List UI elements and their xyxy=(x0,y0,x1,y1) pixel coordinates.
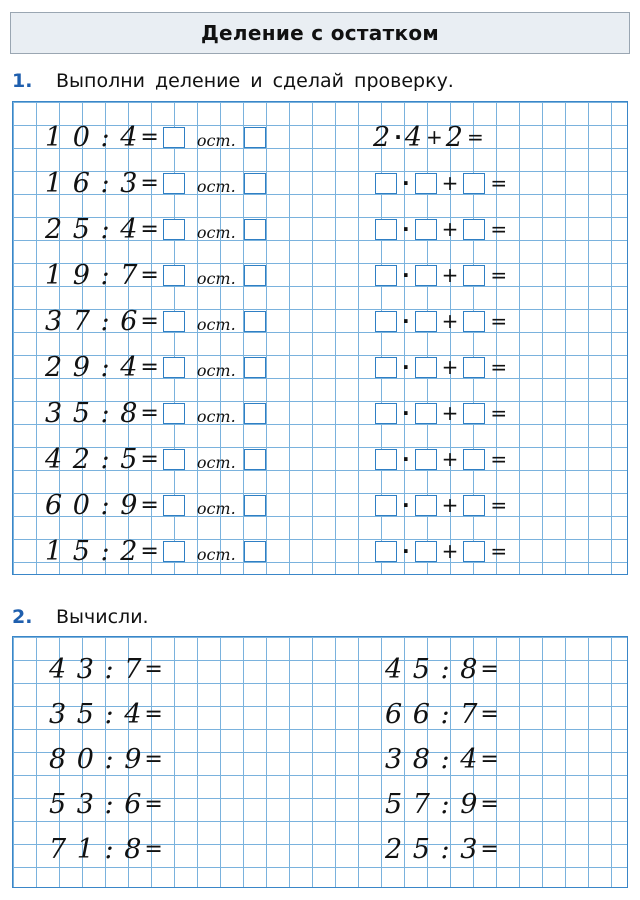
quotient-answer-box[interactable] xyxy=(163,265,185,286)
remainder-answer-box[interactable] xyxy=(244,219,266,240)
equals-sign: = xyxy=(140,492,159,518)
division-expression: 1 5 : 2 xyxy=(45,535,139,567)
equals-sign: = xyxy=(490,447,508,471)
equals-sign: = xyxy=(144,746,163,772)
equals-sign: = xyxy=(480,836,499,862)
check-box-quotient[interactable] xyxy=(375,219,397,240)
equals-sign: = xyxy=(490,217,508,241)
check-box-divisor[interactable] xyxy=(415,541,437,562)
check-box-quotient[interactable] xyxy=(375,449,397,470)
quotient-answer-box[interactable] xyxy=(163,311,185,332)
check-box-quotient[interactable] xyxy=(375,403,397,424)
calc-row-right xyxy=(385,652,501,686)
task2-grid xyxy=(12,636,628,888)
task2-header xyxy=(12,606,149,628)
quotient-answer-box[interactable] xyxy=(163,449,185,470)
equals-sign: = xyxy=(144,836,163,862)
equals-sign: = xyxy=(140,538,159,564)
equals-sign: = xyxy=(490,539,508,563)
equals-sign: = xyxy=(140,400,159,426)
division-expression: 3 7 : 6 xyxy=(45,305,139,337)
multiply-dot: · xyxy=(402,263,410,287)
check-row xyxy=(373,442,510,476)
calc-row-left xyxy=(49,697,165,731)
remainder-label: ост. xyxy=(196,544,236,564)
check-remainder: 2 xyxy=(445,121,464,153)
check-box-divisor[interactable] xyxy=(415,449,437,470)
quotient-answer-box[interactable] xyxy=(163,541,185,562)
equals-sign: = xyxy=(140,170,159,196)
quotient-answer-box[interactable] xyxy=(163,127,185,148)
remainder-answer-box[interactable] xyxy=(244,449,266,470)
check-box-divisor[interactable] xyxy=(415,403,437,424)
remainder-label: ост. xyxy=(196,130,236,150)
check-box-quotient[interactable] xyxy=(375,495,397,516)
equals-sign: = xyxy=(140,262,159,288)
multiply-dot: · xyxy=(402,493,410,517)
check-row xyxy=(373,212,510,246)
division-expression: 2 5 : 4 xyxy=(45,213,139,245)
remainder-answer-box[interactable] xyxy=(244,311,266,332)
quotient-answer-box[interactable] xyxy=(163,495,185,516)
plus-sign: + xyxy=(425,125,443,149)
equals-sign: = xyxy=(480,656,499,682)
remainder-label: ост. xyxy=(196,452,236,472)
equals-sign: = xyxy=(466,125,484,149)
calc-row-left xyxy=(49,832,165,866)
check-row xyxy=(373,350,510,384)
multiply-dot: · xyxy=(402,309,410,333)
remainder-label: ост. xyxy=(196,498,236,518)
check-box-divisor[interactable] xyxy=(415,357,437,378)
division-row xyxy=(45,166,268,200)
equals-sign: = xyxy=(140,124,159,150)
calc-expression: 4 5 : 8 xyxy=(385,653,479,685)
calc-expression: 4 3 : 7 xyxy=(49,653,143,685)
remainder-answer-box[interactable] xyxy=(244,127,266,148)
calc-row-left xyxy=(49,652,165,686)
check-factor-b: 4 xyxy=(404,121,423,153)
multiply-dot: · xyxy=(402,217,410,241)
check-factor-a: 2 xyxy=(373,121,392,153)
equals-sign: = xyxy=(480,701,499,727)
remainder-answer-box[interactable] xyxy=(244,265,266,286)
check-row xyxy=(373,120,487,154)
equals-sign: = xyxy=(144,656,163,682)
division-expression: 4 2 : 5 xyxy=(45,443,139,475)
title-box xyxy=(10,12,630,54)
task1-instruction: Выполни деление и сделай проверку. xyxy=(56,70,454,92)
check-row xyxy=(373,258,510,292)
division-row xyxy=(45,442,268,476)
multiply-dot: · xyxy=(402,355,410,379)
equals-sign: = xyxy=(490,171,508,195)
check-box-remainder[interactable] xyxy=(463,449,485,470)
division-row xyxy=(45,534,268,568)
remainder-label: ост. xyxy=(196,222,236,242)
check-row xyxy=(373,166,510,200)
plus-sign: + xyxy=(441,493,459,517)
quotient-answer-box[interactable] xyxy=(163,173,185,194)
division-row xyxy=(45,350,268,384)
quotient-answer-box[interactable] xyxy=(163,219,185,240)
check-box-divisor[interactable] xyxy=(415,495,437,516)
equals-sign: = xyxy=(490,401,508,425)
check-row xyxy=(373,396,510,430)
calc-expression: 3 8 : 4 xyxy=(385,743,479,775)
division-row xyxy=(45,488,268,522)
equals-sign: = xyxy=(140,446,159,472)
quotient-answer-box[interactable] xyxy=(163,403,185,424)
multiply-dot: · xyxy=(394,125,402,149)
remainder-label: ост. xyxy=(196,360,236,380)
multiply-dot: · xyxy=(402,447,410,471)
division-expression: 2 9 : 4 xyxy=(45,351,139,383)
remainder-label: ост. xyxy=(196,314,236,334)
task2-number: 2. xyxy=(12,606,33,628)
check-box-divisor[interactable] xyxy=(415,173,437,194)
check-box-remainder[interactable] xyxy=(463,219,485,240)
check-box-remainder[interactable] xyxy=(463,495,485,516)
remainder-label: ост. xyxy=(196,268,236,288)
plus-sign: + xyxy=(441,447,459,471)
task2-instruction: Вычисли. xyxy=(56,606,149,628)
check-row xyxy=(373,534,510,568)
check-box-quotient[interactable] xyxy=(375,357,397,378)
check-box-remainder[interactable] xyxy=(463,265,485,286)
plus-sign: + xyxy=(441,309,459,333)
division-expression: 1 0 : 4 xyxy=(45,121,139,153)
check-box-divisor[interactable] xyxy=(415,311,437,332)
remainder-answer-box[interactable] xyxy=(244,495,266,516)
plus-sign: + xyxy=(441,171,459,195)
equals-sign: = xyxy=(140,216,159,242)
quotient-answer-box[interactable] xyxy=(163,357,185,378)
check-box-remainder[interactable] xyxy=(463,541,485,562)
equals-sign: = xyxy=(490,263,508,287)
remainder-label: ост. xyxy=(196,406,236,426)
check-box-divisor[interactable] xyxy=(415,219,437,240)
calc-row-left xyxy=(49,787,165,821)
division-row xyxy=(45,304,268,338)
plus-sign: + xyxy=(441,539,459,563)
task1-grid xyxy=(12,101,628,575)
calc-row-right xyxy=(385,697,501,731)
division-row xyxy=(45,120,268,154)
remainder-answer-box[interactable] xyxy=(244,173,266,194)
calc-row-right xyxy=(385,832,501,866)
check-box-quotient[interactable] xyxy=(375,541,397,562)
plus-sign: + xyxy=(441,355,459,379)
calc-expression: 7 1 : 8 xyxy=(49,833,143,865)
division-row xyxy=(45,396,268,430)
division-expression: 6 0 : 9 xyxy=(45,489,139,521)
remainder-answer-box[interactable] xyxy=(244,541,266,562)
multiply-dot: · xyxy=(402,171,410,195)
calc-row-left xyxy=(49,742,165,776)
page-title: Деление с остатком xyxy=(200,21,440,45)
check-box-remainder[interactable] xyxy=(463,311,485,332)
calc-expression: 5 7 : 9 xyxy=(385,788,479,820)
calc-expression: 5 3 : 6 xyxy=(49,788,143,820)
division-row xyxy=(45,212,268,246)
equals-sign: = xyxy=(480,791,499,817)
equals-sign: = xyxy=(144,791,163,817)
calc-expression: 6 6 : 7 xyxy=(385,698,479,730)
equals-sign: = xyxy=(144,701,163,727)
division-expression: 1 9 : 7 xyxy=(45,259,139,291)
plus-sign: + xyxy=(441,263,459,287)
multiply-dot: · xyxy=(402,539,410,563)
division-expression: 1 6 : 3 xyxy=(45,167,139,199)
task1-header xyxy=(12,70,454,92)
calc-expression: 8 0 : 9 xyxy=(49,743,143,775)
calc-row-right xyxy=(385,787,501,821)
plus-sign: + xyxy=(441,217,459,241)
check-box-quotient[interactable] xyxy=(375,265,397,286)
equals-sign: = xyxy=(140,354,159,380)
division-row xyxy=(45,258,268,292)
remainder-answer-box[interactable] xyxy=(244,357,266,378)
check-row xyxy=(373,304,510,338)
task1-number: 1. xyxy=(12,70,33,92)
remainder-answer-box[interactable] xyxy=(244,403,266,424)
plus-sign: + xyxy=(441,401,459,425)
equals-sign: = xyxy=(490,309,508,333)
calc-expression: 3 5 : 4 xyxy=(49,698,143,730)
check-box-remainder[interactable] xyxy=(463,357,485,378)
check-box-divisor[interactable] xyxy=(415,265,437,286)
check-row xyxy=(373,488,510,522)
check-box-quotient[interactable] xyxy=(375,173,397,194)
division-expression: 3 5 : 8 xyxy=(45,397,139,429)
check-box-quotient[interactable] xyxy=(375,311,397,332)
equals-sign: = xyxy=(490,493,508,517)
calc-row-right xyxy=(385,742,501,776)
equals-sign: = xyxy=(480,746,499,772)
equals-sign: = xyxy=(490,355,508,379)
check-box-remainder[interactable] xyxy=(463,403,485,424)
equals-sign: = xyxy=(140,308,159,334)
calc-expression: 2 5 : 3 xyxy=(385,833,479,865)
remainder-label: ост. xyxy=(196,176,236,196)
check-box-remainder[interactable] xyxy=(463,173,485,194)
multiply-dot: · xyxy=(402,401,410,425)
